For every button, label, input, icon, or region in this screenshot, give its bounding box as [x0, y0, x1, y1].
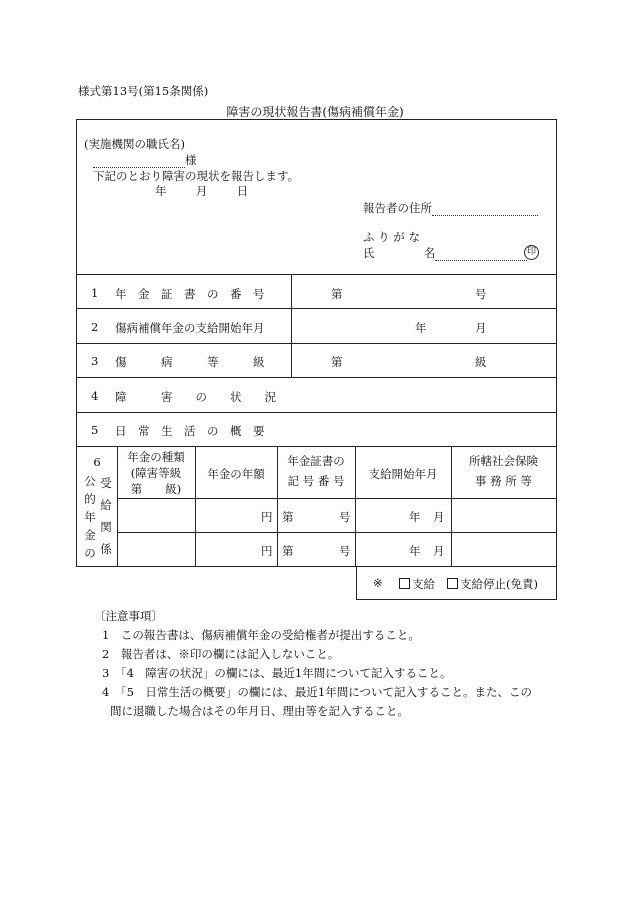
header-annual-amount: 年金の年額 [207, 467, 265, 481]
addressee-label: (実施機関の職氏名) [84, 137, 185, 151]
date-year-label: 年 [155, 184, 167, 198]
row-5-number: 5 [91, 423, 99, 437]
row-1-label: 年 金 証 書 の 番 号 [115, 287, 265, 301]
option-payment[interactable]: 支給 [399, 576, 435, 592]
data-row-1-yen: 円 [261, 510, 273, 524]
row-4-label: 障 害 の 状 況 [115, 390, 276, 404]
data-row-1-dai: 第 [282, 510, 294, 524]
row-3-label: 傷 病 等 級 [115, 355, 265, 369]
section-6-side-col1: 公 的 年 金 の [84, 474, 96, 560]
row-2-month: 月 [475, 321, 487, 335]
office-use-box [356, 566, 557, 600]
row-2-year: 年 [415, 321, 427, 335]
row-5-label: 日 常 生 活 の 概 要 [115, 424, 265, 438]
addressee-line[interactable] [93, 152, 197, 168]
data-row-2-dai: 第 [282, 544, 294, 558]
row-2-number: 2 [91, 320, 99, 334]
section-6-number: 6 [93, 455, 101, 469]
data-row-2-year: 年 [409, 544, 421, 558]
data-row-2-go: 号 [339, 544, 351, 558]
name-line[interactable] [363, 245, 527, 261]
addressee-field[interactable] [93, 155, 185, 168]
name-label-1: 氏 [363, 246, 375, 260]
note-4: 4 「5 日常生活の概要」の欄には、最近1年間について記入すること。また、この [102, 685, 532, 699]
notes-heading: 〔注意事項〕 [94, 609, 163, 623]
payment-checkbox[interactable] [399, 578, 410, 589]
section-6-side-col2: 受 給 関 係 [100, 476, 112, 556]
date-month-label: 月 [195, 184, 208, 198]
report-form-table [76, 119, 557, 567]
row-2-label: 傷病補償年金の支給開始年月 [115, 321, 265, 335]
notes-section [94, 607, 532, 721]
option-suspension[interactable]: 支給停止(免責) [447, 576, 538, 592]
note-2: 2 報告者は、※印の欄には記入しないこと。 [102, 647, 340, 661]
statement-text: 下記のとおり障害の現状を報告します。 [93, 169, 300, 183]
office-use-mark: ※ [373, 576, 383, 590]
name-label-2: 名 [423, 246, 436, 260]
form-title: 障害の現状報告書(傷病補償年金) [226, 105, 404, 119]
data-row-2-yen: 円 [261, 544, 273, 558]
data-row-2-month: 月 [433, 544, 445, 558]
row-1-prefix: 第 [331, 287, 343, 301]
suspension-checkbox[interactable] [447, 578, 458, 589]
data-row-1-year: 年 [409, 510, 421, 524]
date-day-label: 日 [236, 184, 249, 198]
note-3: 3 「4 障害の状況」の欄には、最近1年間について記入すること。 [102, 666, 452, 680]
note-4-continued: 間に退職した場合はその年月日、理由等を記入すること。 [110, 704, 409, 718]
row-3-suffix: 級 [475, 355, 487, 369]
row-3-prefix: 第 [331, 355, 343, 369]
row-3-number: 3 [91, 354, 99, 368]
form-number: 様式第13号(第15条関係) [78, 84, 209, 98]
name-field[interactable] [435, 248, 527, 261]
date-line [155, 183, 248, 199]
header-start: 支給開始年月 [368, 467, 438, 481]
row-1-number: 1 [91, 286, 99, 300]
furigana-label: ふ り が な [363, 230, 420, 244]
row-1-suffix: 号 [475, 287, 487, 301]
header-office: 所轄社会保険 事 務 所 等 [469, 454, 538, 488]
header-certificate: 年金証書の 記 号 番 号 [287, 454, 345, 488]
data-row-1-go: 号 [339, 510, 351, 524]
honorific: 様 [185, 153, 197, 167]
reporter-address-line[interactable] [363, 200, 538, 216]
reporter-address-label: 報告者の住所 [363, 201, 432, 215]
row-4-number: 4 [91, 389, 99, 403]
data-row-1-month: 月 [433, 510, 445, 524]
seal-mark: 印 [524, 245, 539, 260]
reporter-address-field[interactable] [432, 203, 538, 216]
header-pension-type: 年金の種類 (障害等級 第 級) [127, 450, 185, 496]
note-1: 1 この報告書は、傷病補償年金の受給権者が提出すること。 [102, 628, 420, 642]
